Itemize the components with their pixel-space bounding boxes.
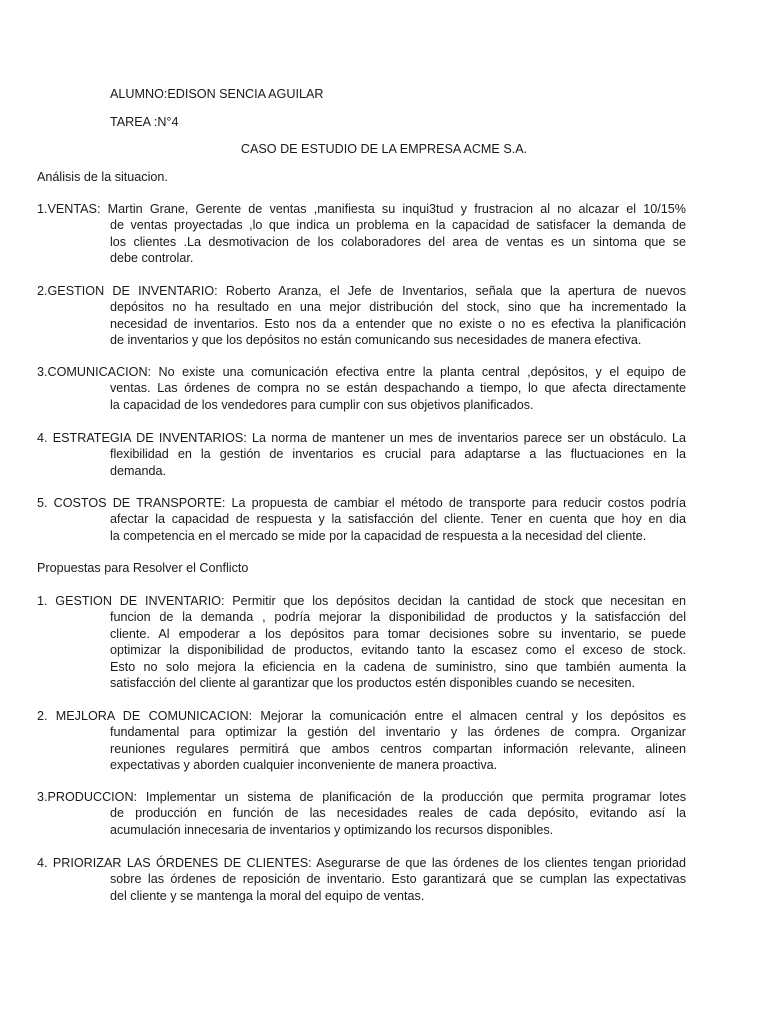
task-number: TAREA :N°4 bbox=[110, 115, 179, 129]
paragraph-line: ventas. Las órdenes de compra no se están despachando a tiempo, lo que afecta directamente bbox=[110, 381, 686, 396]
paragraph-line: fundamental para optimizar la gestión del inventario y las órdenes de compra. Organizar bbox=[110, 725, 686, 740]
paragraph-line: la capacidad de los vendedores para cumplir con sus objetivos planificados. bbox=[110, 397, 534, 412]
paragraph-line: 1. GESTION DE INVENTARIO: Permitir que los depósitos decidan la cantidad de stock que necesitan en bbox=[37, 594, 686, 608]
paragraph-line: 1.VENTAS: Martin Grane, Gerente de ventas ,manifiesta su inqui3tud y frustracion al no alcazar el 10/15% bbox=[37, 202, 686, 216]
analysis-item-comunicacion bbox=[37, 364, 686, 413]
paragraph-line: la competencia en el mercado se mide por la capacidad de respuesta a la necesidad del cliente. bbox=[110, 528, 647, 543]
paragraph-line: 3.PRODUCCION: Implementar un sistema de planificación de la producción que permita programar lotes bbox=[37, 790, 686, 804]
paragraph-line: del cliente y se mantenga la moral del equipo de ventas. bbox=[110, 888, 425, 903]
paragraph-line: 3.COMUNICACION: No existe una comunicación efectiva entre la planta central ,depósitos, y el equipo de bbox=[37, 365, 686, 379]
paragraph-line: satisfacción del cliente al garantizar que los productos estén disponibles cuando se necesiten. bbox=[110, 676, 636, 691]
proposal-item-gestion-inventario bbox=[37, 593, 686, 691]
paragraph-line: 2. MEJLORA DE COMUNICACION: Mejorar la comunicación entre el almacen central y los depósitos es bbox=[37, 709, 686, 723]
analysis-heading: Análisis de la situacion. bbox=[37, 170, 168, 184]
paragraph-line: cliente. Al empoderar a los depósitos para tomar decisiones sobre su inventario, se puede bbox=[110, 626, 686, 641]
document-title: CASO DE ESTUDIO DE LA EMPRESA ACME S.A. bbox=[240, 142, 528, 156]
proposals-heading: Propuestas para Resolver el Conflicto bbox=[37, 561, 249, 575]
paragraph-line: reuniones regulares permitirá que ambos centros compartan información relevante, alineen bbox=[110, 741, 686, 756]
paragraph-line: de producción en función de las necesidades reales de cada depósito, evitando así la bbox=[110, 806, 686, 821]
paragraph-line: 2.GESTION DE INVENTARIO: Roberto Aranza, el Jefe de Inventarios, señala que la apertura de nuevos bbox=[37, 284, 686, 298]
paragraph-line: 4. PRIORIZAR LAS ÓRDENES DE CLIENTES: Asegurarse de que las órdenes de los clientes tengan prioridad bbox=[37, 856, 686, 870]
paragraph-line: sobre las órdenes de reposición de inventario. Esto garantizará que se cumplan las expectativas bbox=[110, 872, 686, 887]
paragraph-line: optimizar la disponibilidad de productos, evitando tanto la escasez como el exceso de stock. bbox=[110, 643, 686, 658]
paragraph-line: debe controlar. bbox=[110, 251, 194, 266]
paragraph-line: de inventarios y que los depósitos no están comunicando sus necesidades de manera efectiva. bbox=[110, 333, 642, 348]
paragraph-line: 4. ESTRATEGIA DE INVENTARIOS: La norma de mantener un mes de inventarios parece ser un obstáculo. La bbox=[37, 431, 686, 445]
analysis-item-gestion-inventario bbox=[37, 283, 686, 349]
analysis-item-estrategia-inventarios bbox=[37, 430, 686, 479]
paragraph-line: de ventas proyectadas ,lo que indica un problema en la capacidad de satisfacer la demanda de bbox=[110, 218, 686, 233]
paragraph-line: acumulación innecesaria de inventarios y optimizando los recursos disponibles. bbox=[110, 822, 554, 837]
paragraph-line: funcion de la demanda , podría mejorar la disponibilidad de productos y la satisfacción del bbox=[110, 610, 686, 625]
paragraph-line: afectar la capacidad de respuesta y la satisfacción del cliente. Tener en cuenta que hoy en dia bbox=[110, 512, 686, 527]
analysis-item-costos-transporte bbox=[37, 495, 686, 544]
proposal-item-comunicacion bbox=[37, 708, 686, 774]
paragraph-line: depósitos no ha resultado en una mejor distribución del stock, sino que ha incrementado la bbox=[110, 300, 686, 315]
paragraph-line: flexibilidad en la gestión de inventarios es crucial para adaptarse a las fluctuaciones en la bbox=[110, 447, 686, 462]
paragraph-line: expectativas y aborden cualquier inconveniente de manera proactiva. bbox=[110, 758, 498, 773]
proposal-item-priorizar-ordenes bbox=[37, 855, 686, 904]
paragraph-line: demanda. bbox=[110, 463, 167, 478]
paragraph-line: 5. COSTOS DE TRANSPORTE: La propuesta de cambiar el método de transporte para reducir costos podría bbox=[37, 496, 686, 510]
analysis-item-ventas bbox=[37, 201, 686, 267]
paragraph-line: los clientes .La desmotivacion de los colaboradores del area de ventas es un sintoma que se bbox=[110, 234, 686, 249]
student-name: ALUMNO:EDISON SENCIA AGUILAR bbox=[110, 87, 324, 101]
paragraph-line: necesidad de inventarios. Esto nos da a entender que no existe o no es efectiva la planificación bbox=[110, 316, 686, 331]
proposal-item-produccion bbox=[37, 789, 686, 838]
paragraph-line: Esto no solo mejora la eficiencia en la cadena de suministro, sino que también aumenta la bbox=[110, 659, 686, 674]
